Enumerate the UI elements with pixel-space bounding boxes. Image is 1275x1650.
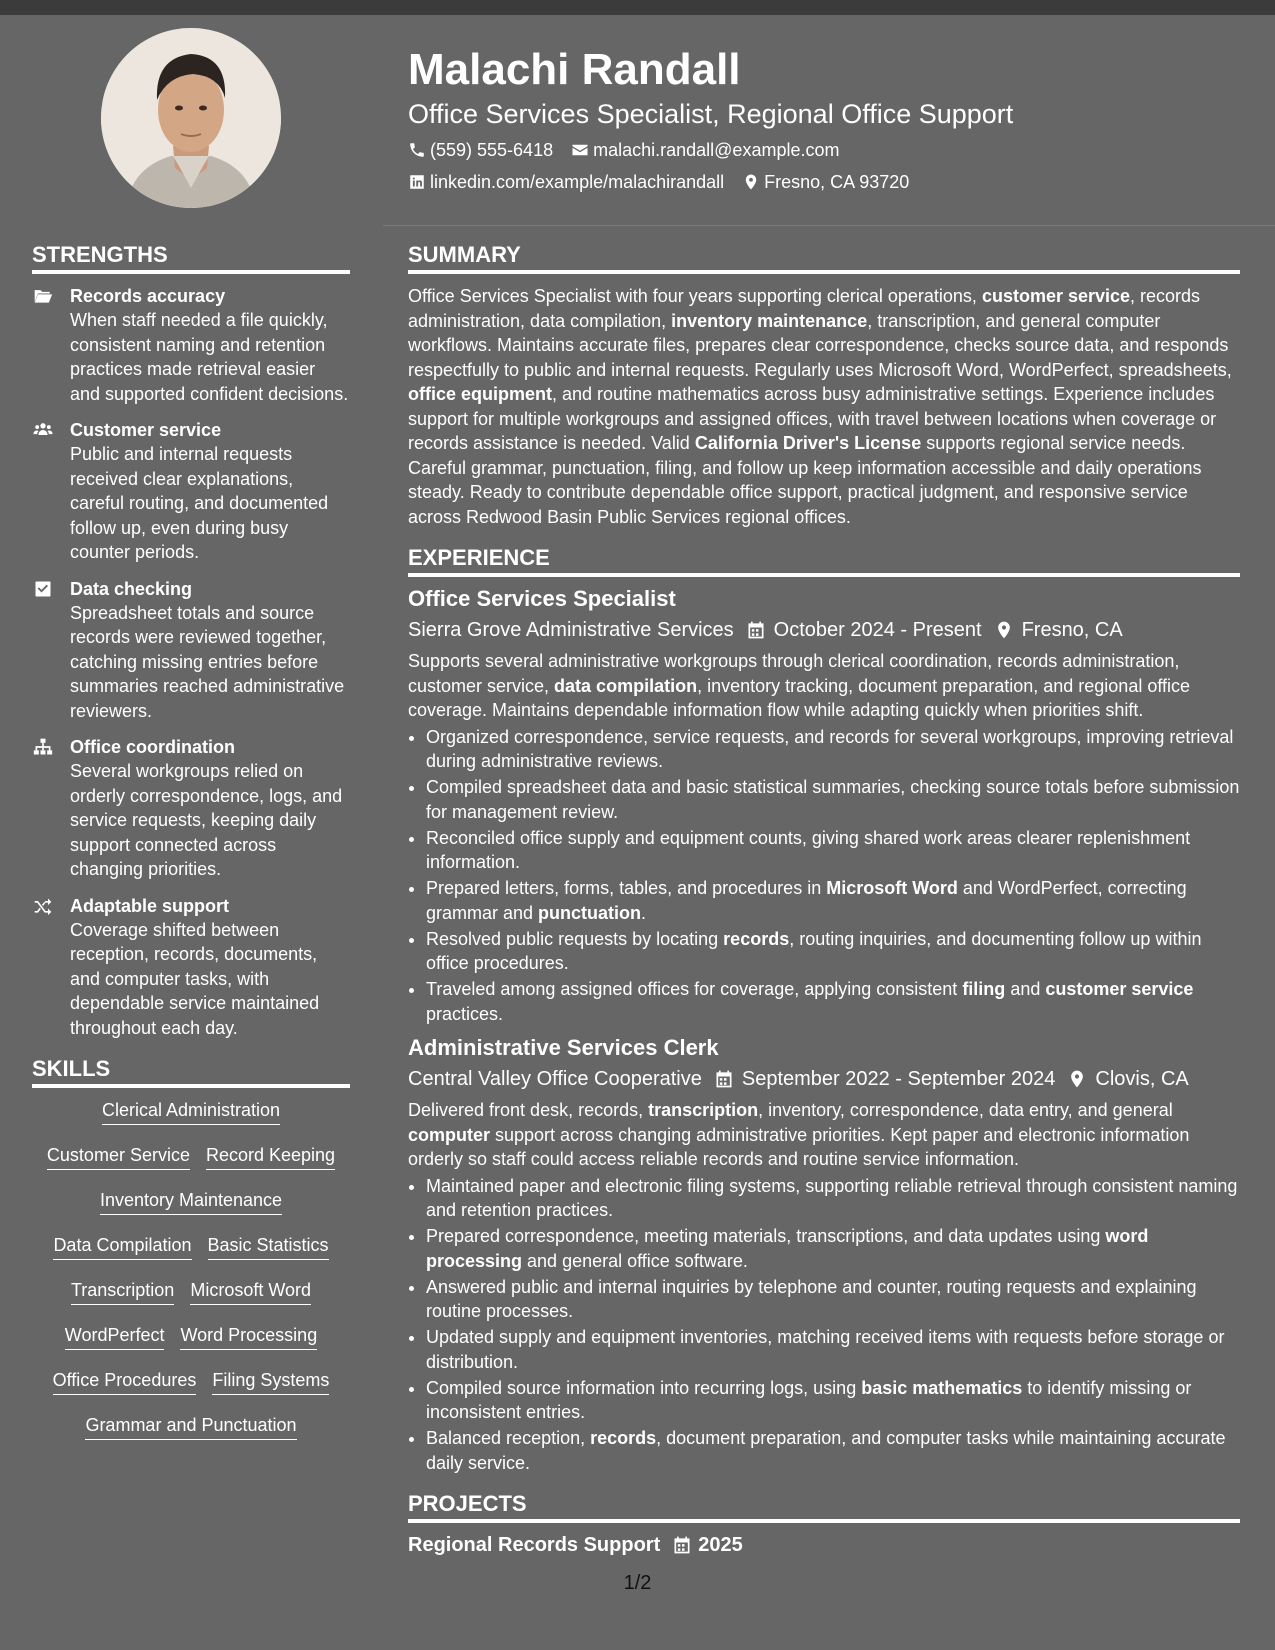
skills-heading: SKILLS: [32, 1054, 350, 1088]
skill-tag: Customer Service: [47, 1143, 190, 1170]
location-text: Fresno, CA 93720: [764, 172, 910, 192]
map-pin-icon: [742, 173, 760, 191]
envelope-icon: [571, 141, 589, 159]
job-bullet: • Compiled source information into recurring logs, using basic mathematics to identify missing or inconsistent entries.: [426, 1376, 1240, 1425]
skill-row: [32, 1098, 350, 1143]
job-bullet: • Balanced reception, records, document preparation, and computer tasks while maintaining accurate daily service.: [426, 1426, 1240, 1475]
strength-item: [32, 284, 350, 406]
job-bullets: [408, 1174, 1240, 1476]
job-bullet: • Resolved public requests by locating records, routing inquiries, and documenting follow up within office procedures.: [426, 927, 1240, 976]
skill-row: [32, 1188, 350, 1233]
linkedin-contact[interactable]: [408, 170, 724, 194]
skill-tag: Data Compilation: [53, 1233, 191, 1260]
strengths-heading: STRENGTHS: [32, 240, 350, 274]
projects-heading: PROJECTS: [408, 1489, 1240, 1523]
skill-tag: Word Processing: [180, 1323, 317, 1350]
location-contact: [742, 170, 909, 194]
strength-title: Records accuracy: [70, 286, 226, 306]
skill-tag: WordPerfect: [65, 1323, 165, 1350]
strength-description: Public and internal requests received clear explanations, careful routing, and documented follow up, even during busy counter periods.: [70, 444, 329, 562]
map-pin-icon: [1067, 1069, 1087, 1089]
portrait-image: [101, 28, 281, 208]
strength-title: Customer service: [70, 420, 222, 440]
skill-tag: Basic Statistics: [208, 1233, 329, 1260]
job-entry: [408, 585, 1240, 1026]
skill-row: [32, 1278, 350, 1323]
job-bullet: • Prepared letters, forms, tables, and procedures in Microsoft Word and WordPerfect, correcting grammar and punctuation.: [426, 876, 1240, 925]
skill-tag: Transcription: [71, 1278, 174, 1305]
skills-list: [32, 1098, 350, 1458]
candidate-title: Office Services Specialist, Regional Office Support: [408, 99, 1014, 129]
shuffle-icon: [32, 896, 54, 916]
strength-description: Coverage shifted between reception, records, documents, and computer tasks, with dependable service maintained throughout each day.: [70, 919, 320, 1038]
job-company: Sierra Grove Administrative Services: [408, 619, 734, 641]
experience-heading: EXPERIENCE: [408, 543, 1240, 577]
strength-title: Data checking: [70, 578, 193, 599]
skill-tag: Inventory Maintenance: [100, 1188, 282, 1215]
job-location: Clovis, CA: [1095, 1068, 1189, 1090]
project-entry: [408, 1531, 1240, 1559]
job-bullets: [408, 725, 1240, 1027]
job-bullet: • Traveled among assigned offices for coverage, applying consistent filing and customer service practices.: [426, 977, 1240, 1026]
projects-list: [408, 1531, 1240, 1559]
folder-open-icon: [32, 286, 54, 306]
job-bullet: • Updated supply and equipment inventories, matching received items with requests before storage or distribution.: [426, 1325, 1240, 1374]
calendar-icon: [672, 1535, 692, 1555]
job-summary: Delivered front desk, records, transcription, inventory, correspondence, data entry, and general computer support across changing administrative priorities. Kept paper and electronic information orderly so staff could access reliable records and routine service information.: [408, 1100, 1190, 1169]
page-number: 1/2: [623, 1572, 652, 1594]
right-column: [408, 240, 1240, 1559]
summary-heading: SUMMARY: [408, 240, 1240, 274]
strength-description: When staff needed a file quickly, consistent naming and retention practices made retrieval easier and supported confident decisions.: [70, 310, 349, 404]
job-title: Office Services Specialist: [408, 586, 676, 611]
job-entry: [408, 1034, 1240, 1475]
strengths-list: [32, 284, 350, 1040]
strength-item: [32, 418, 350, 565]
strength-item: [32, 735, 350, 882]
skill-row: [32, 1368, 350, 1413]
contact-row-1: [408, 138, 1238, 162]
calendar-icon: [714, 1069, 734, 1089]
job-meta: [408, 616, 1240, 644]
skill-row: [32, 1413, 350, 1458]
email-text: malachi.randall@example.com: [593, 140, 840, 160]
top-bar: [0, 0, 1275, 15]
email-contact[interactable]: [571, 138, 839, 162]
phone-icon: [408, 141, 426, 159]
candidate-name: Malachi Randall: [408, 45, 741, 94]
checkbox-icon: [32, 579, 54, 599]
map-pin-icon: [994, 620, 1014, 640]
skill-tag: Filing Systems: [212, 1368, 329, 1395]
job-location: Fresno, CA: [1021, 619, 1123, 641]
users-icon: [32, 420, 54, 440]
project-title: Regional Records Support: [408, 1534, 661, 1556]
job-dates: October 2024 - Present: [773, 619, 982, 641]
job-bullet: • Organized correspondence, service requests, and records for several workgroups, improving retrieval during administrative reviews.: [426, 725, 1240, 774]
header: [408, 44, 1238, 194]
skill-tag: Record Keeping: [206, 1143, 335, 1170]
contact-row-2: [408, 170, 1238, 194]
skill-tag: Microsoft Word: [190, 1278, 311, 1305]
experience-list: [408, 585, 1240, 1475]
project-year: 2025: [698, 1534, 743, 1556]
linkedin-text: linkedin.com/example/malachirandall: [430, 172, 725, 192]
job-bullet: • Prepared correspondence, meeting materials, transcriptions, and data updates using word processing and general office software.: [426, 1224, 1240, 1273]
job-bullet: • Answered public and internal inquiries by telephone and counter, routing requests and explaining routine processes.: [426, 1275, 1240, 1324]
strength-description: Several workgroups relied on orderly correspondence, logs, and service requests, keeping daily support connected across changing priorities.: [70, 761, 343, 879]
strength-item: [32, 894, 350, 1041]
job-bullet: • Maintained paper and electronic filing systems, supporting reliable retrieval through consistent naming and retention practices.: [426, 1174, 1240, 1223]
skill-tag: Clerical Administration: [102, 1098, 280, 1125]
header-divider: [383, 225, 1275, 226]
job-bullet: • Reconciled office supply and equipment counts, giving shared work areas clearer replenishment information.: [426, 826, 1240, 875]
strength-description: Spreadsheet totals and source records were reviewed together, catching missing entries before summaries reached administrative reviewers.: [70, 602, 345, 721]
linkedin-icon: [408, 173, 426, 191]
job-dates: September 2022 - September 2024: [741, 1068, 1056, 1090]
calendar-icon: [746, 620, 766, 640]
job-summary: Supports several administrative workgroups through clerical coordination, records administration, customer service, data compilation, inventory tracking, document preparation, and regional office coverage. Maintains dependable information flow while adapting quickly when priorities shift.: [408, 651, 1191, 720]
job-company: Central Valley Office Cooperative: [408, 1068, 702, 1090]
job-title: Administrative Services Clerk: [408, 1035, 719, 1060]
strength-item: [32, 577, 350, 724]
summary-text: Office Services Specialist with four years supporting clerical operations, customer service, records administration, data compilation, inventory maintenance, transcription, and general computer workflows. Maintains accurate files, prepares clear correspondence, checks source data, and responds respectfully to public and internal requests. Regularly uses Microsoft Word, WordPerfect, spreadsheets, office equipment, and routine mathematics across busy administrative settings. Experience includes support for multiple workgroups and assigned offices, with travel between locations when coverage or records assistance is needed. Valid California Driver's License supports regional service needs. Careful grammar, punctuation, filing, and follow up keep information accessible and daily operations steady. Ready to contribute dependable office support, practical judgment, and responsive service across Redwood Basin Public Services regional offices.: [408, 286, 1232, 527]
left-column: [32, 240, 350, 1458]
skill-row: [32, 1143, 350, 1188]
skill-row: [32, 1323, 350, 1368]
strength-title: Adaptable support: [70, 895, 230, 916]
job-bullet: • Compiled spreadsheet data and basic statistical summaries, checking source totals before submission for management review.: [426, 775, 1240, 824]
skill-tag: Office Procedures: [53, 1368, 197, 1395]
phone-contact[interactable]: [408, 138, 553, 162]
org-chart-icon: [32, 737, 54, 757]
skill-tag: Grammar and Punctuation: [85, 1413, 296, 1440]
phone-text: (559) 555-6418: [430, 140, 554, 160]
profile-photo: [101, 28, 281, 208]
skill-row: [32, 1233, 350, 1278]
job-meta: [408, 1065, 1240, 1093]
strength-title: Office coordination: [70, 737, 236, 757]
